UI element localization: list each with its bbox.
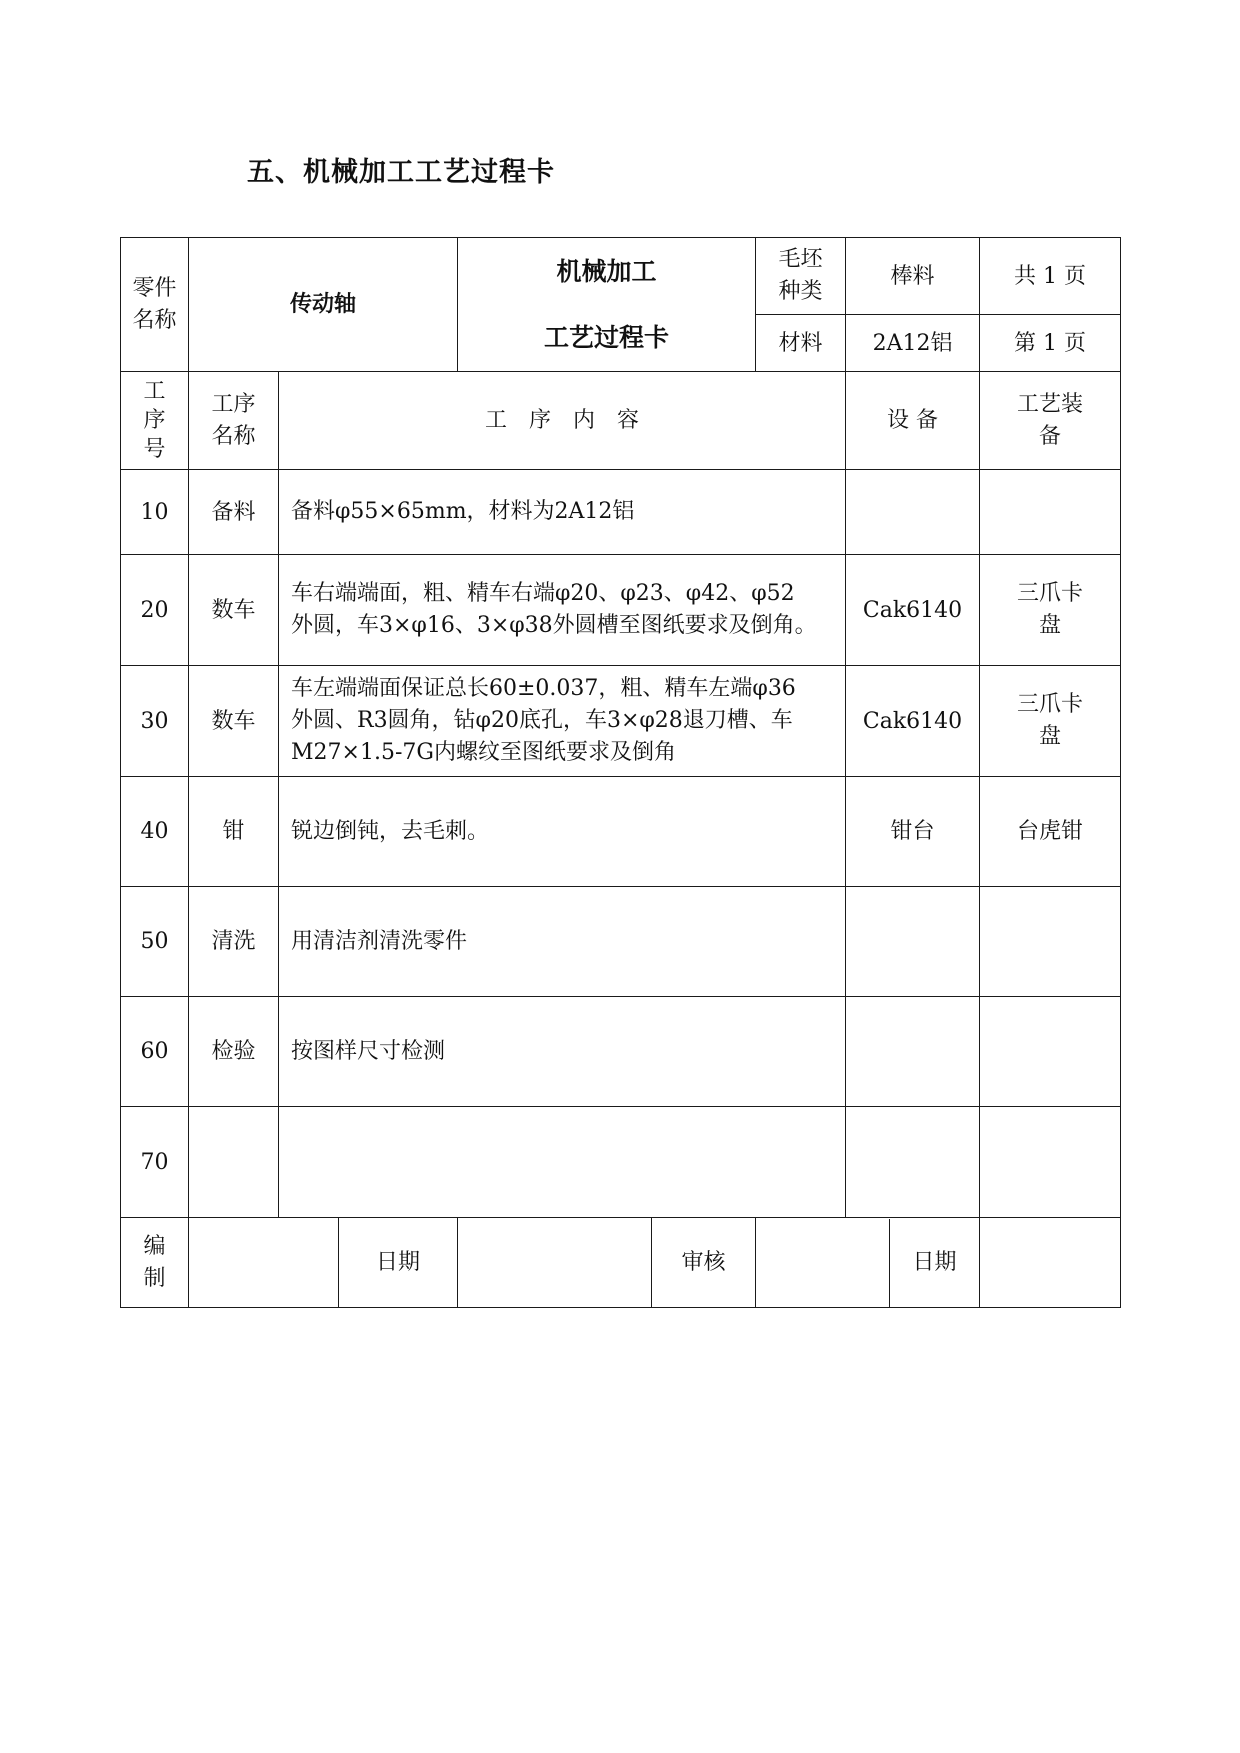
op-name: 数车 [189,555,279,666]
table-row [121,777,1121,887]
op-tooling: 台虎钳 [980,777,1121,887]
op-content: 车右端端面，粗、精车右端φ20、φ23、φ42、φ52 外圆，车3×φ16、3×φ38外圆槽至图纸要求及倒角。 [279,555,846,666]
op-name: 数车 [189,666,279,777]
op-number: 30 [121,666,189,777]
review-split [756,1218,980,1308]
op-number: 60 [121,997,189,1107]
col-op-number: 工 序 号 [121,372,189,470]
part-name-value: 传动轴 [189,238,458,372]
table-row [121,1107,1121,1218]
op-number: 70 [121,1107,189,1218]
op-equipment: 钳台 [846,777,980,887]
page-number: 第 1 页 [980,315,1121,372]
table-row [121,470,1121,555]
review-value [756,1219,890,1307]
compile-date-value [458,1218,652,1308]
op-equipment [846,997,980,1107]
op-name: 钳 [189,777,279,887]
op-equipment [846,887,980,997]
table-row [121,555,1121,666]
op-number: 10 [121,470,189,555]
part-name-label: 零件 名称 [121,238,189,372]
op-content: 用清洁剂清洗零件 [279,887,846,997]
col-tooling: 工艺装 备 [980,372,1121,470]
op-number: 40 [121,777,189,887]
op-content: 按图样尺寸检测 [279,997,846,1107]
review-date-label: 日期 [912,1250,957,1275]
op-tooling: 三爪卡 盘 [980,666,1121,777]
op-tooling [980,470,1121,555]
op-equipment [846,1107,980,1218]
op-name: 备料 [189,470,279,555]
compiled-by-value [189,1218,339,1308]
process-card-table [120,237,1121,1308]
op-equipment [846,470,980,555]
op-content [279,1107,846,1218]
table-row [121,997,1121,1107]
op-content: 锐边倒钝，去毛刺。 [279,777,846,887]
col-equipment: 设 备 [846,372,980,470]
review-label: 审核 [652,1218,756,1308]
col-op-name: 工序 名称 [189,372,279,470]
table-row [121,887,1121,997]
op-number: 50 [121,887,189,997]
op-tooling [980,887,1121,997]
op-number: 20 [121,555,189,666]
table-row [121,666,1121,777]
op-tooling [980,997,1121,1107]
blank-type-label: 毛坯 种类 [756,238,846,315]
op-name: 清洗 [189,887,279,997]
col-op-content: 工 序 内 容 [279,372,846,470]
compiled-by-label: 编 制 [121,1218,189,1308]
material-label: 材料 [756,315,846,372]
total-pages: 共 1 页 [980,238,1121,315]
op-name: 检验 [189,997,279,1107]
op-equipment: Cak6140 [846,666,980,777]
op-tooling: 三爪卡 盘 [980,555,1121,666]
op-content: 备料φ55×65mm，材料为2A12铝 [279,470,846,555]
op-content: 车左端端面保证总长60±0.037，粗、精车左端φ36 外圆、R3圆角，钻φ20底孔，车3×φ28退刀槽、车 M27×1.5-7G内螺纹至图纸要求及倒角 [279,666,846,777]
compile-date-label: 日期 [339,1218,458,1308]
op-equipment: Cak6140 [846,555,980,666]
blank-type-value: 棒料 [846,238,980,315]
document-title: 五、机械加工工艺过程卡 [247,157,555,188]
op-tooling [980,1107,1121,1218]
review-date-value [980,1218,1121,1308]
signature-row [121,1218,1121,1308]
card-title: 机械加工 工艺过程卡 [458,238,756,372]
material-value: 2A12铝 [846,315,980,372]
op-name [189,1107,279,1218]
